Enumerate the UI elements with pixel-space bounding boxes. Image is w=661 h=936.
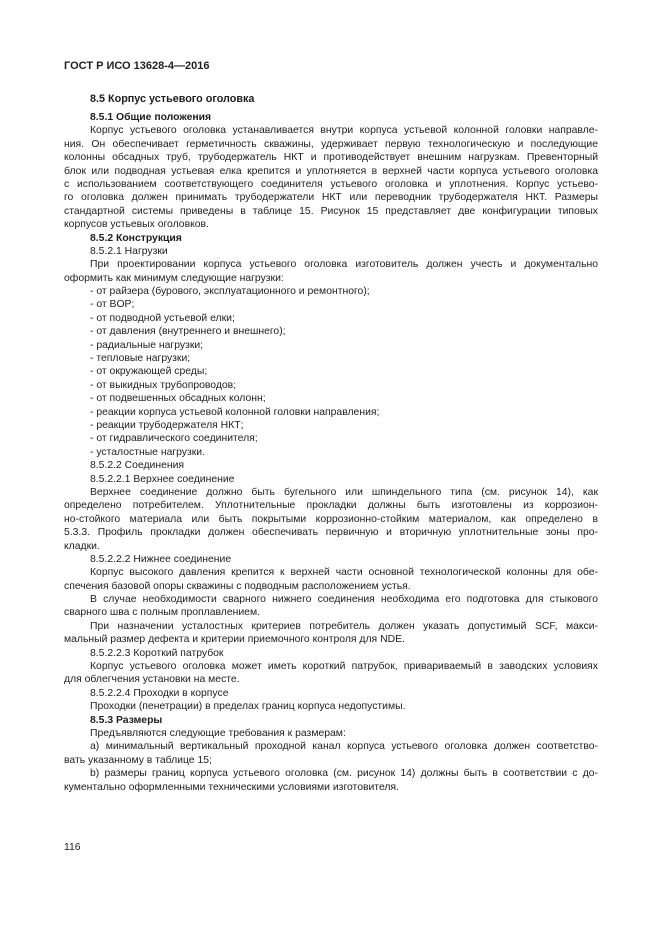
- paragraph: [64, 767, 598, 794]
- text-line: Предъявляются следующие требования к размерам:: [90, 727, 346, 739]
- paragraph: [64, 727, 598, 740]
- text-line: Корпус высокого давления крепится к верхней части основной технологической колонны для обе-: [90, 567, 598, 579]
- text-line: 8.5.2.2.2 Нижнее соединение: [90, 553, 232, 565]
- list-item: - от райзера (бурового, эксплуатационного и ремонтного);: [90, 286, 370, 298]
- list-item: - от BOP;: [90, 299, 135, 311]
- text-line: определено потребителем. Уплотнительные прокладки должны быть изготовлены из коррозион-: [64, 500, 598, 512]
- text-line: ния. Он обеспечивает герметичность скважины, удерживает первую технологическую и последующие: [64, 138, 598, 150]
- text-line: a) минимальный вертикальный проходной канал корпуса устьевого оголовка должен соответство-: [90, 741, 598, 753]
- text-line: 8.5.2.2.3 Короткий патрубок: [90, 647, 224, 659]
- text-line: но-стойкого материала или быть покрытыми коррозионно-стойким материалом, как определено в: [64, 513, 598, 525]
- text-line: 8.5 Корпус устьевого оголовка: [90, 93, 255, 105]
- subsection-title: [64, 459, 598, 472]
- text-line: 8.5.2.1 Нагрузки: [90, 245, 168, 257]
- text-line: В случае необходимости сварного нижнего соединения необходима его подготовка для стыкового: [90, 594, 598, 606]
- section-heading: [64, 111, 598, 124]
- list-item: - усталостные нагрузки.: [90, 446, 205, 458]
- list-item: - от окружающей среды;: [90, 366, 208, 378]
- subsection-title: [64, 553, 598, 566]
- list-item: - от подводной устьевой елки;: [90, 312, 235, 324]
- text-line: Проходки (пенетрации) в пределах границ корпуса недопустимы.: [90, 701, 406, 713]
- text-line: колонны обсадных труб, трубодержатель НКТ и противодействует внешним нагрузкам. Превенторный: [64, 152, 598, 164]
- text-line: вать указанному в таблице 15;: [64, 754, 212, 766]
- list-item: - радиальные нагрузки;: [90, 339, 204, 351]
- text-line: b) размеры границ корпуса устьевого оголовка (см. рисунок 14) должны быть в соответствии с до-: [90, 768, 598, 780]
- text-line: 8.5.1 Общие положения: [90, 112, 212, 123]
- list-item: - от давления (внутреннего и внешнего);: [90, 326, 286, 338]
- subsection-title: [64, 245, 598, 258]
- list-item: - от выкидных трубопроводов;: [90, 379, 237, 391]
- section-heading: [64, 232, 598, 245]
- text-line: 8.5.2.2.1 Верхнее соединение: [90, 473, 235, 485]
- list-item: - от гидравлического соединителя;: [90, 433, 258, 445]
- text-line: 8.5.2.2 Соединения: [90, 460, 185, 472]
- section-heading: [64, 714, 598, 727]
- paragraph: [64, 740, 598, 767]
- text-line: 8.5.2.2.4 Проходки в корпусе: [90, 687, 229, 699]
- text-line: с использованием соответствующего соединителя устьевого оголовка и уплотнения. Корпус устьево-: [64, 178, 598, 190]
- document-body: [64, 93, 598, 794]
- text-line: сварного шва с полным проплавлением.: [64, 607, 260, 619]
- text-line: стандартной системы приведены в таблице 15. Рисунок 15 представляет две конфигурации типовых: [64, 205, 598, 217]
- text-line: При проектировании корпуса устьевого оголовка изготовитель должен учесть и документально: [90, 259, 598, 271]
- paragraph: [64, 486, 598, 553]
- list-item: - тепловые нагрузки;: [90, 353, 191, 365]
- paragraph: [64, 620, 598, 647]
- section-heading: [64, 93, 598, 106]
- document-header: ГОСТ Р ИСО 13628-4—2016: [64, 60, 210, 72]
- paragraph: [64, 566, 598, 593]
- paragraph: [64, 700, 598, 713]
- text-line: блок или подводная устьевая елка крепится и уплотняется в верхней части корпуса устьевого оголовка: [64, 165, 598, 177]
- text-line: для облегчения установки на месте.: [64, 674, 240, 686]
- text-line: Верхнее соединение должно быть бугельного или шпиндельного типа (см. рисунок 14), как: [90, 486, 598, 498]
- paragraph: [64, 258, 598, 285]
- text-line: 8.5.3 Размеры: [90, 714, 163, 726]
- text-line: кладки.: [64, 540, 100, 552]
- paragraph: [64, 660, 598, 687]
- subsection-title: [64, 647, 598, 660]
- text-line: 5.3.3. Профиль прокладки должен обеспечивать первичную и вторичную уплотнительные зоны про-: [64, 527, 598, 539]
- paragraph: [64, 593, 598, 620]
- text-line: кументально оформленными техническими условиями изготовителя.: [64, 781, 399, 793]
- text-line: При назначении усталостных критериев потребитель должен указать допустимый SCF, макси-: [90, 620, 598, 632]
- list-item: - от подвешенных обсадных колонн;: [90, 393, 266, 405]
- subsection-title: [64, 473, 598, 486]
- text-line: Корпус устьевого оголовка устанавливается внутри корпуса устьевой колонной головки направле-: [90, 125, 598, 137]
- page-number: 116: [64, 842, 81, 853]
- bullet-list: [64, 285, 598, 459]
- text-line: спечения базовой опоры скважины с подводным расположением устья.: [64, 580, 411, 592]
- list-item: - реакции трубодержателя НКТ;: [90, 419, 244, 431]
- text-line: Корпус устьевого оголовка может иметь короткий патрубок, привариваемый в заводских условиях: [90, 661, 598, 673]
- list-item: - реакции корпуса устьевой колонной головки направления;: [90, 406, 380, 418]
- paragraph: [64, 124, 598, 231]
- text-line: 8.5.2 Конструкция: [90, 232, 182, 244]
- text-line: оформить как минимум следующие нагрузки:: [64, 272, 284, 284]
- text-line: го оголовка должен принимать трубодержатели НКТ или переводник трубодержателя НКТ. Размеры: [64, 192, 598, 204]
- subsection-title: [64, 687, 598, 700]
- text-line: мальный размер дефекта и критерии приемочного контроля для NDE.: [64, 634, 405, 646]
- text-line: корпусов устьевых оголовков.: [64, 219, 209, 231]
